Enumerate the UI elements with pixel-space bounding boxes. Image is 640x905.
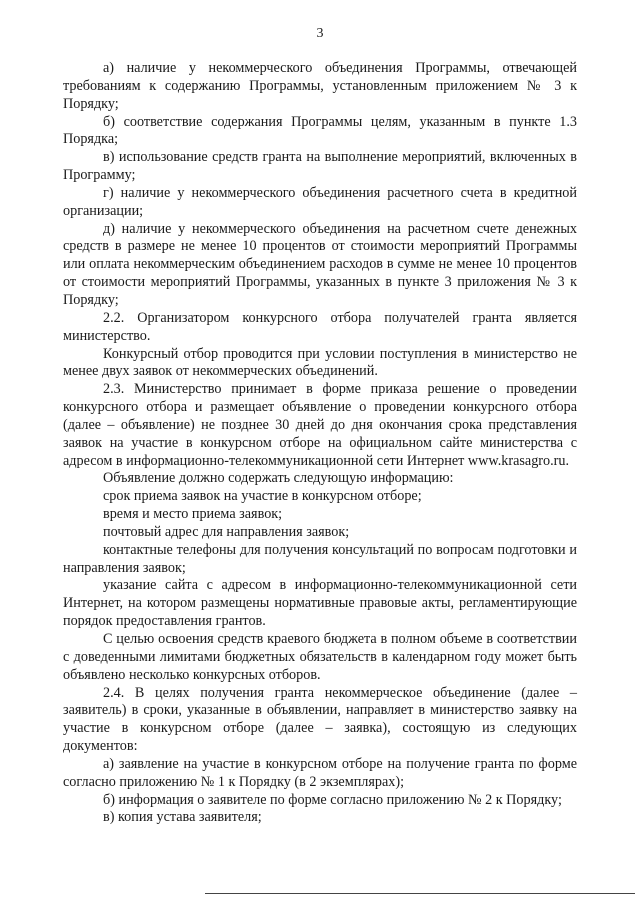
paragraph-budget: С целью освоения средств краевого бюджета в полном объеме в соответствии с доведенными лимитами бюджетных обязательств в календарном году может быть объявлено несколько конкурсных отборов. bbox=[63, 631, 577, 683]
paragraph-g-account: г) наличие у некоммерческого объединения расчетного счета в кредитной организации; bbox=[63, 184, 577, 219]
paragraph-v-usage: в) использование средств гранта на выполнение мероприятий, включенных в Программу; bbox=[63, 149, 577, 184]
paragraph-a-program: а) наличие у некоммерческого объединения Программы, отвечающей требованиям к содержанию Программы, установленным приложением № 3 к Порядку; bbox=[63, 60, 577, 112]
paragraph-postal-address: почтовый адрес для направления заявок; bbox=[103, 523, 350, 540]
paragraph-announcement-contents: Объявление должно содержать следующую информацию: bbox=[103, 470, 454, 487]
paragraph-b-applicant-info: б) информация о заявителе по форме согласно приложению № 2 к Порядку; bbox=[103, 791, 562, 808]
paragraph-website: указание сайта с адресом в информационно-телекоммуникационной сети Интернет, на котором размещены нормативные правовые акты, регламентирующие порядок предоставления грантов. bbox=[63, 577, 577, 630]
paragraph-contact-phones: контактные телефоны для получения консультаций по вопросам подготовки и направления заявок; bbox=[63, 541, 577, 576]
paragraph-deadline: срок приема заявок на участие в конкурсном отборе; bbox=[103, 488, 422, 505]
paragraph-selection-condition: Конкурсный отбор проводится при условии поступления в министерство не менее двух заявок от некоммерческих объединений. bbox=[63, 345, 577, 380]
paragraph-a-statement: а) заявление на участие в конкурсном отборе на получение гранта по форме согласно приложению № 1 к Порядку (в 2 экземплярах); bbox=[63, 755, 577, 790]
paragraph-time-place: время и место приема заявок; bbox=[103, 506, 283, 523]
bottom-divider bbox=[205, 893, 635, 894]
paragraph-v-charter-copy: в) копия устава заявителя; bbox=[103, 809, 262, 826]
document-body bbox=[63, 60, 577, 827]
paragraph-2-2-organizer: 2.2. Организатором конкурсного отбора получателей гранта является министерство. bbox=[63, 309, 577, 344]
paragraph-2-4-application: 2.4. В целях получения гранта некоммерческое объединение (далее – заявитель) в сроки, указанные в объявлении, направляет в министерство заявку на участие в конкурсном отборе (далее – заявка), состоящую из следующих документов: bbox=[63, 684, 577, 755]
paragraph-b-compliance: б) соответствие содержания Программы целям, указанным в пункте 1.3 Порядка; bbox=[63, 113, 577, 148]
page-number: 3 bbox=[316, 26, 324, 41]
paragraph-2-3-announcement: 2.3. Министерство принимает в форме приказа решение о проведении конкурсного отбора и размещает объявление о проведении конкурсного отбора (далее – объявление) не позднее 30 дней до дня окончания срока представления заявок на участие в конкурсном отборе на официальном сайте министерства с адресом в информационно-телекоммуникационной сети Интернет www.krasagro.ru. bbox=[63, 381, 577, 469]
paragraph-d-funds: д) наличие у некоммерческого объединения на расчетном счете денежных средств в размере не менее 10 процентов от стоимости мероприятий Программы или оплата некоммерческим объединением расходов в сумме не менее 10 процентов от стоимости мероприятий Программы, указанных в пункте 3 приложения № 3 к Порядку; bbox=[63, 220, 577, 308]
